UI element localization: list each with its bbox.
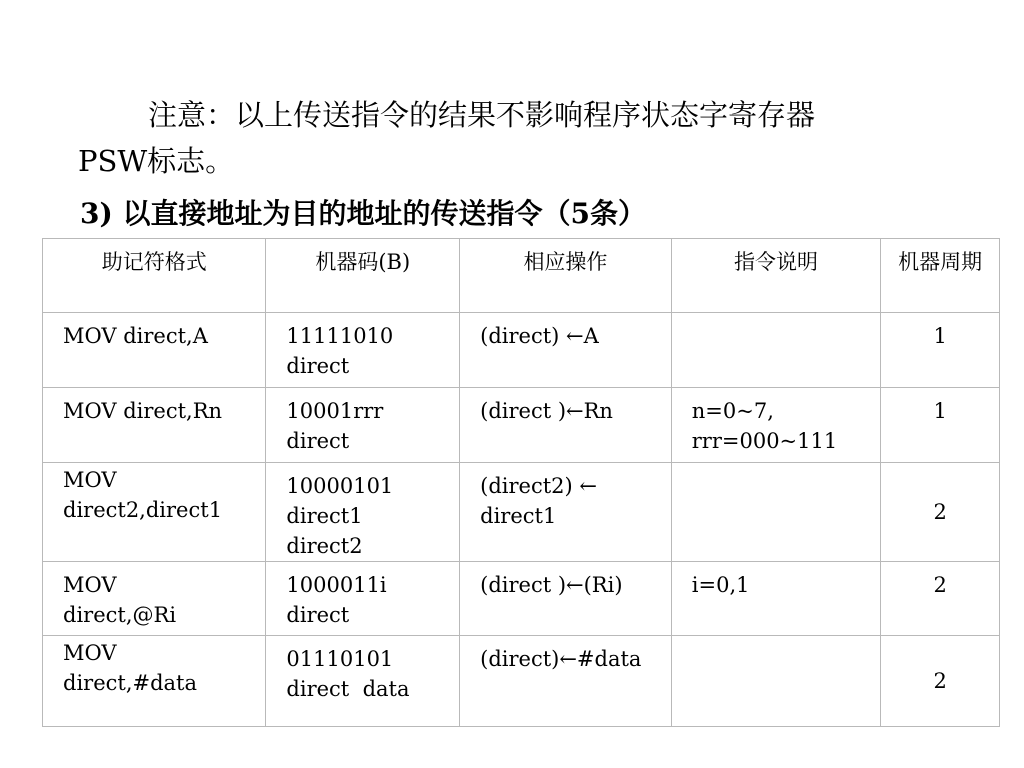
cell-machine-cycles: 1: [881, 313, 1000, 388]
cell-machine-code: 10001rrr direct: [266, 388, 460, 463]
cell-operation: (direct) ←A: [460, 313, 672, 388]
cell-description: n=0~7, rrr=000~111: [671, 388, 881, 463]
cell-description: i=0,1: [671, 562, 881, 636]
cell-mnemonic: MOV direct,A: [43, 313, 266, 388]
table-row: [43, 636, 1000, 727]
header-description: 指令说明: [671, 239, 881, 313]
note-paragraph: [78, 92, 958, 184]
cell-machine-cycles: 2: [881, 562, 1000, 636]
header-operation: 相应操作: [460, 239, 672, 313]
cell-machine-cycles: 2: [881, 463, 1000, 562]
cell-operation: (direct )←Rn: [460, 388, 672, 463]
header-mnemonic: 助记符格式: [43, 239, 266, 313]
header-machine-cycles: [881, 239, 1000, 313]
cell-mnemonic: MOV direct,Rn: [43, 388, 266, 463]
cell-mnemonic: MOV direct,@Ri: [43, 562, 266, 636]
cell-description: [671, 313, 881, 388]
header-machine-cycles-label: 机器周期: [898, 250, 983, 274]
instruction-table: [42, 238, 1000, 727]
cell-description: [671, 463, 881, 562]
cell-machine-code: 11111010 direct: [266, 313, 460, 388]
table-row: [43, 388, 1000, 463]
cell-operation: (direct )←(Ri): [460, 562, 672, 636]
cell-mnemonic: MOV direct2,direct1: [43, 463, 266, 562]
cell-machine-code: 10000101 direct1 direct2: [266, 463, 460, 562]
cell-operation: (direct)←#data: [460, 636, 672, 727]
cell-mnemonic: MOV direct,#data: [43, 636, 266, 727]
table-row: [43, 463, 1000, 562]
note-line-2: PSW标志。: [78, 144, 235, 178]
section-heading: 3) 以直接地址为目的地址的传送指令（5条）: [80, 197, 646, 230]
table-row: [43, 313, 1000, 388]
table-row: [43, 562, 1000, 636]
cell-operation: (direct2) ← direct1: [460, 463, 672, 562]
cell-machine-code: 01110101 direct data: [266, 636, 460, 727]
cell-description: [671, 636, 881, 727]
cell-machine-cycles: 1: [881, 388, 1000, 463]
table-header-row: [43, 239, 1000, 313]
note-line-1: 注意：以上传送指令的结果不影响程序状态字寄存器: [148, 98, 816, 132]
cell-machine-cycles: 2: [881, 636, 1000, 727]
header-machine-code: 机器码(B): [266, 239, 460, 313]
cell-machine-code: 1000011i direct: [266, 562, 460, 636]
